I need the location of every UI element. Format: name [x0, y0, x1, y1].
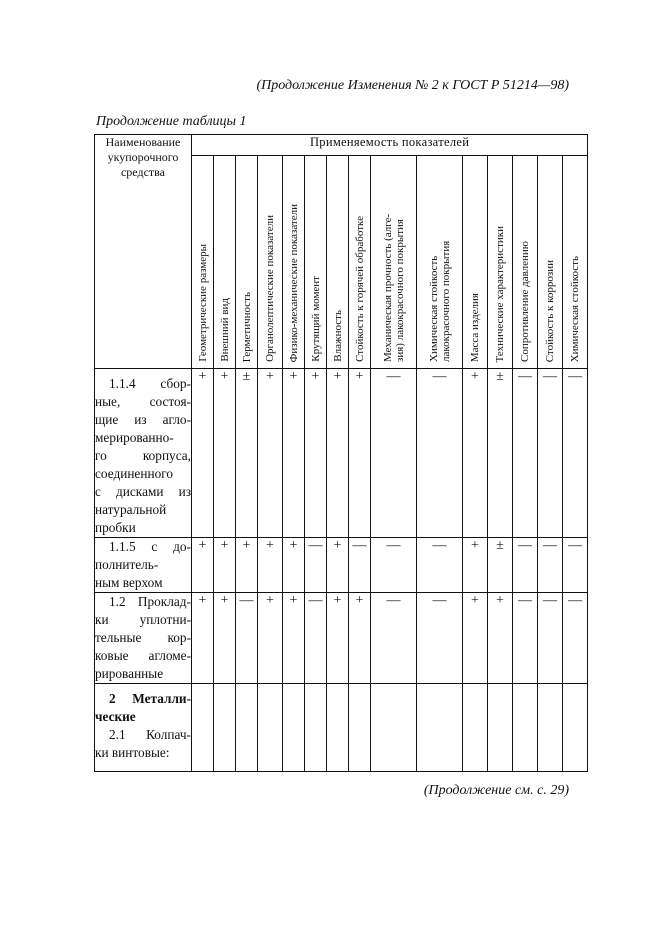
row-description: 1.1.5 с до- полнитель- ным верхом — [95, 538, 192, 593]
cell-mark: — — [563, 593, 588, 684]
column-header-organoleptic: Органолептические показатели — [258, 156, 283, 369]
cell-mark — [327, 684, 349, 772]
name-header-line: средства — [120, 165, 165, 179]
name-column-header — [95, 135, 192, 369]
cell-mark: — — [305, 593, 327, 684]
cell-mark: + — [258, 593, 283, 684]
row-description: 2 Металли- ческие 2.1 Колпач- ки винтовые: — [95, 684, 192, 772]
cell-mark: — — [538, 538, 563, 593]
column-header-chemical-resistance-coating: Химическая стойкость лакокрасочного покрытия — [417, 156, 463, 369]
cell-mark — [349, 684, 371, 772]
cell-mark — [371, 684, 417, 772]
cell-mark: + — [214, 593, 236, 684]
applicability-group-header: Применяемость показателей — [192, 135, 588, 156]
applicability-table — [94, 134, 588, 772]
column-header-hot-treatment: Стойкость к горячей обработке — [349, 156, 371, 369]
column-header-torque: Крутящий момент — [305, 156, 327, 369]
cell-mark: + — [236, 538, 258, 593]
cell-mark: + — [327, 538, 349, 593]
cell-mark: + — [214, 369, 236, 538]
column-header-geometric-size: Геометрические размеры — [192, 156, 214, 369]
cell-mark — [463, 684, 488, 772]
table-row — [95, 684, 588, 772]
table-row — [95, 369, 588, 538]
column-header-technical: Технические характеристики — [488, 156, 513, 369]
header-note: (Продолжение Изменения № 2 к ГОСТ Р 51214—98) — [256, 78, 569, 93]
cell-mark: + — [327, 369, 349, 538]
cell-mark: — — [513, 538, 538, 593]
table-row — [95, 593, 588, 684]
cell-mark: + — [192, 593, 214, 684]
column-header-tightness: Герметичность — [236, 156, 258, 369]
cell-mark: + — [283, 593, 305, 684]
name-header-line: Наименование — [105, 135, 181, 149]
cell-mark: + — [283, 538, 305, 593]
cell-mark — [513, 684, 538, 772]
cell-mark: + — [463, 538, 488, 593]
cell-mark: — — [563, 538, 588, 593]
cell-mark — [214, 684, 236, 772]
footer-note: (Продолжение см. с. 29) — [423, 783, 569, 798]
cell-mark: — — [538, 593, 563, 684]
table-caption: Продолжение таблицы 1 — [96, 114, 247, 129]
cell-mark: + — [258, 369, 283, 538]
cell-mark: + — [463, 369, 488, 538]
cell-mark: — — [349, 538, 371, 593]
cell-mark: + — [192, 369, 214, 538]
cell-mark — [192, 684, 214, 772]
cell-mark — [283, 684, 305, 772]
column-header-pressure: Сопротивление давлению — [513, 156, 538, 369]
cell-mark: + — [258, 538, 283, 593]
cell-mark: — — [513, 369, 538, 538]
cell-mark — [236, 684, 258, 772]
cell-mark: — — [371, 538, 417, 593]
cell-mark: + — [349, 593, 371, 684]
cell-mark: + — [327, 593, 349, 684]
table-row — [95, 538, 588, 593]
cell-mark: — — [305, 538, 327, 593]
column-header-corrosion: Стойкость к коррозии — [538, 156, 563, 369]
cell-mark: + — [349, 369, 371, 538]
cell-mark: + — [463, 593, 488, 684]
cell-mark: — — [236, 593, 258, 684]
cell-mark: + — [305, 369, 327, 538]
column-header-humidity: Влажность — [327, 156, 349, 369]
cell-mark: — — [371, 369, 417, 538]
cell-mark: + — [214, 538, 236, 593]
cell-mark: — — [417, 538, 463, 593]
column-header-physico-mechanical: Физико-механические показатели — [283, 156, 305, 369]
cell-mark: — — [417, 593, 463, 684]
row-description: 1.2 Проклад- ки уплотни- тельные кор- ковые агломе- рированные — [95, 593, 192, 684]
column-header-mass: Масса изделия — [463, 156, 488, 369]
cell-mark: — — [371, 593, 417, 684]
name-header-line: укупорочного — [107, 150, 179, 164]
cell-mark: — — [417, 369, 463, 538]
cell-mark: — — [538, 369, 563, 538]
cell-mark: + — [488, 593, 513, 684]
cell-mark — [417, 684, 463, 772]
cell-mark — [488, 684, 513, 772]
column-header-appearance: Внешний вид — [214, 156, 236, 369]
cell-mark — [563, 684, 588, 772]
row-description: 1.1.4 сбор- ные, состоя- щие из агло- мерированно- го корпуса, соединенного с дисками из натуральной пробки — [95, 369, 192, 538]
cell-mark: ± — [488, 538, 513, 593]
cell-mark: — — [513, 593, 538, 684]
cell-mark — [538, 684, 563, 772]
column-header-mechanical-strength: Механическая прочность (алге- зия) лакокрасочного покрытия — [371, 156, 417, 369]
cell-mark: ± — [488, 369, 513, 538]
column-header-chemical: Химическая стойкость — [563, 156, 588, 369]
cell-mark — [258, 684, 283, 772]
cell-mark: + — [283, 369, 305, 538]
cell-mark: ± — [236, 369, 258, 538]
cell-mark — [305, 684, 327, 772]
cell-mark: — — [563, 369, 588, 538]
cell-mark: + — [192, 538, 214, 593]
